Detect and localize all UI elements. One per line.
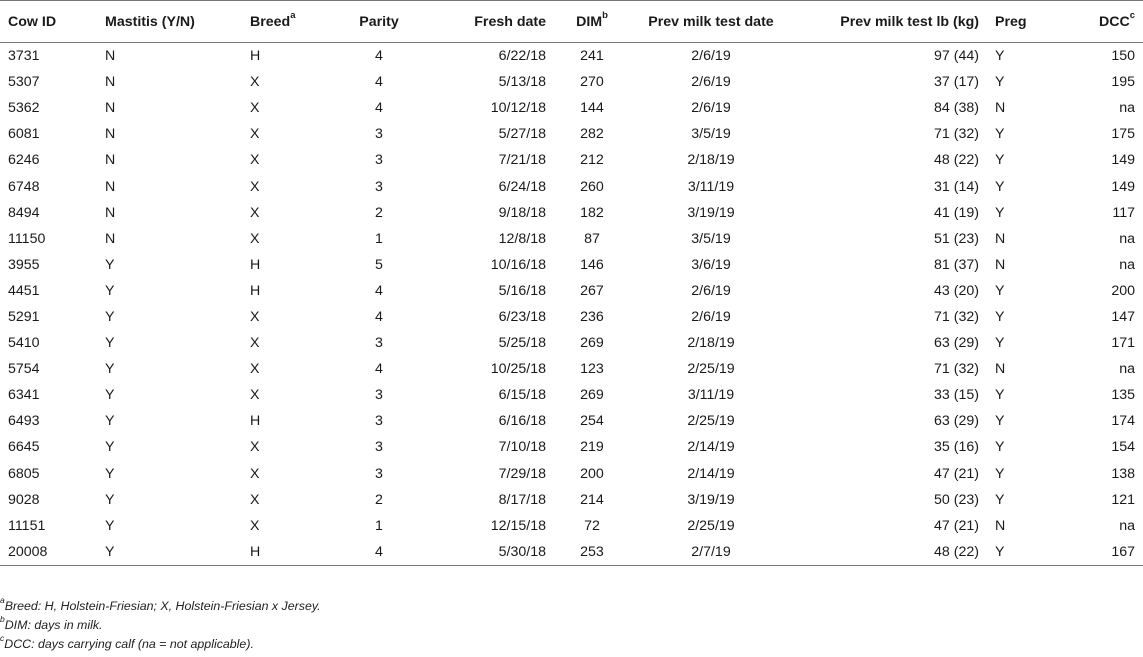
header-label: DCC <box>1098 13 1130 30</box>
cell-breed: X <box>250 204 260 221</box>
table-row <box>0 513 1143 539</box>
cell-mastitis: Y <box>105 335 115 352</box>
table-row <box>0 330 1143 356</box>
cell-dim: 270 <box>580 74 604 91</box>
cell-fresh-date: 6/15/18 <box>498 387 546 404</box>
cell-preg: Y <box>995 413 1005 430</box>
cell-dcc: 135 <box>1111 387 1135 404</box>
footnote <box>0 632 321 654</box>
cell-parity: 4 <box>375 100 383 117</box>
cell-fresh-date: 7/29/18 <box>498 465 546 482</box>
table-row <box>0 200 1143 226</box>
header-label: Parity <box>359 13 399 30</box>
cell-breed: X <box>250 387 260 404</box>
cell-parity: 3 <box>375 152 383 169</box>
cell-breed: H <box>250 48 261 65</box>
cell-fresh-date: 7/10/18 <box>498 439 546 456</box>
cell-dim: 182 <box>580 204 604 221</box>
cell-dim: 269 <box>580 387 604 404</box>
cell-breed: H <box>250 282 261 299</box>
cell-preg: N <box>995 361 1006 378</box>
cell-fresh-date: 10/25/18 <box>490 361 546 378</box>
cell-dim: 260 <box>580 178 604 195</box>
cell-prev-milk-test-lb-kg: 50 (23) <box>934 491 979 508</box>
cell-mastitis: N <box>105 230 116 247</box>
cell-mastitis: Y <box>105 517 115 534</box>
cell-prev-milk-test-lb-kg: 41 (19) <box>934 204 979 221</box>
cell-preg: Y <box>995 491 1005 508</box>
footnote-marker: a <box>0 594 5 605</box>
cell-dcc: 149 <box>1111 152 1135 169</box>
cell-preg: N <box>995 256 1006 273</box>
cell-dcc: 149 <box>1111 178 1135 195</box>
cell-fresh-date: 5/16/18 <box>498 282 546 299</box>
header-fresh-date <box>426 1 554 43</box>
cell-fresh-date: 6/22/18 <box>498 48 546 65</box>
cell-fresh-date: 5/27/18 <box>498 126 546 143</box>
cell-parity: 3 <box>375 178 383 195</box>
cell-preg: N <box>995 230 1006 247</box>
cell-parity: 3 <box>375 335 383 352</box>
cell-dcc: 167 <box>1057 539 1143 566</box>
cell-breed: X <box>250 517 260 534</box>
cell-prev-milk-test-date: 2/25/19 <box>687 517 735 534</box>
cell-preg: Y <box>995 152 1005 169</box>
header-label: Breed <box>250 13 291 30</box>
cell-parity: 2 <box>375 204 383 221</box>
cell-prev-milk-test-date: 3/19/19 <box>687 204 735 221</box>
cell-mastitis: Y <box>105 465 115 482</box>
table-row <box>0 226 1143 252</box>
table-row <box>0 252 1143 278</box>
cell-cow-id: 5362 <box>8 100 40 117</box>
header-row <box>0 1 1143 43</box>
cell-preg: Y <box>995 439 1005 456</box>
cell-mastitis: N <box>105 100 116 117</box>
cell-prev-milk-test-date: 2/14/19 <box>687 439 735 456</box>
cell-breed: X <box>250 308 260 325</box>
cell-mastitis: N <box>105 74 116 91</box>
cell-mastitis: N <box>105 178 116 195</box>
header-dim <box>554 1 630 43</box>
cell-breed: X <box>250 491 260 508</box>
header-parity <box>332 1 426 43</box>
cell-preg: Y <box>995 126 1005 143</box>
table-row <box>0 278 1143 304</box>
cell-breed: X <box>250 439 260 456</box>
table-header <box>0 1 1143 43</box>
header-label: Cow ID <box>8 13 57 30</box>
cell-prev-milk-test-date: 2/6/19 <box>691 48 731 65</box>
header-dcc <box>1057 1 1143 43</box>
cell-mastitis: N <box>105 204 116 221</box>
cell-cow-id: 8494 <box>8 204 40 221</box>
header-label: Prev milk test date <box>648 13 774 30</box>
cell-parity: 4 <box>332 539 426 566</box>
cell-dcc: na <box>1119 230 1135 247</box>
cell-prev-milk-test-date: 2/7/19 <box>630 539 792 566</box>
cell-preg: Y <box>995 74 1005 91</box>
cell-dcc: na <box>1119 517 1135 534</box>
cell-prev-milk-test-date: 3/5/19 <box>691 126 731 143</box>
cell-mastitis: N <box>105 126 116 143</box>
table-row <box>0 147 1143 173</box>
cell-dcc: 200 <box>1111 282 1135 299</box>
header-prev-milk-test-date <box>630 1 792 43</box>
cell-parity: 2 <box>375 491 383 508</box>
table-row <box>0 461 1143 487</box>
cell-dim: 269 <box>580 335 604 352</box>
cell-cow-id: 9028 <box>8 491 40 508</box>
footnote <box>0 594 321 616</box>
cell-dcc: 175 <box>1111 126 1135 143</box>
cell-fresh-date: 5/13/18 <box>498 74 546 91</box>
cell-dim: 282 <box>580 126 604 143</box>
cell-dim: 241 <box>580 48 604 65</box>
cell-prev-milk-test-lb-kg: 81 (37) <box>934 256 979 273</box>
cell-cow-id: 5307 <box>8 74 40 91</box>
cell-parity: 3 <box>375 465 383 482</box>
cell-prev-milk-test-date: 3/11/19 <box>687 178 735 195</box>
cell-preg: Y <box>987 539 1057 566</box>
cell-fresh-date: 12/15/18 <box>490 517 546 534</box>
cell-cow-id: 6645 <box>8 439 40 456</box>
cell-dim: 123 <box>580 361 604 378</box>
cell-cow-id: 5410 <box>8 335 40 352</box>
cell-breed: X <box>250 465 260 482</box>
cell-prev-milk-test-lb-kg: 71 (32) <box>934 308 979 325</box>
cell-fresh-date: 6/16/18 <box>498 413 546 430</box>
cell-parity: 4 <box>375 308 383 325</box>
cell-dim: 254 <box>580 413 604 430</box>
cell-parity: 3 <box>375 387 383 404</box>
cell-prev-milk-test-lb-kg: 47 (21) <box>934 517 979 534</box>
cell-preg: Y <box>995 178 1005 195</box>
cell-breed: X <box>250 335 260 352</box>
footnote-text: DIM: days in milk. <box>4 618 103 632</box>
footnote-text: Breed: H, Holstein-Friesian; X, Holstein-Friesian x Jersey. <box>4 599 321 613</box>
cell-fresh-date: 6/23/18 <box>498 308 546 325</box>
cell-prev-milk-test-date: 2/18/19 <box>687 152 735 169</box>
footnote-marker: c <box>1129 9 1135 21</box>
footnote-marker: a <box>290 9 296 21</box>
cell-prev-milk-test-date: 2/25/19 <box>687 361 735 378</box>
cell-prev-milk-test-date: 2/6/19 <box>691 308 731 325</box>
cell-mastitis: Y <box>105 439 115 456</box>
cell-breed: H <box>242 539 332 566</box>
cell-fresh-date: 5/30/18 <box>426 539 554 566</box>
header-label: Prev milk test lb (kg) <box>840 13 979 30</box>
table-row <box>0 69 1143 95</box>
header-preg <box>987 1 1057 43</box>
cell-prev-milk-test-date: 3/6/19 <box>691 256 731 273</box>
cell-dcc: 171 <box>1111 335 1135 352</box>
cell-fresh-date: 9/18/18 <box>498 204 546 221</box>
cell-fresh-date: 6/24/18 <box>498 178 546 195</box>
cell-preg: N <box>995 100 1006 117</box>
cell-preg: Y <box>995 48 1005 65</box>
cell-mastitis: Y <box>105 308 115 325</box>
cell-cow-id: 6246 <box>8 152 40 169</box>
footnote-marker: c <box>0 632 5 643</box>
header-label: DIM <box>576 13 603 30</box>
cell-dim: 72 <box>584 517 600 534</box>
cell-prev-milk-test-lb-kg: 84 (38) <box>934 100 979 117</box>
cell-breed: X <box>250 152 260 169</box>
cell-breed: X <box>250 100 260 117</box>
cell-fresh-date: 12/8/18 <box>498 230 546 247</box>
table-row <box>0 487 1143 513</box>
cell-breed: X <box>250 178 260 195</box>
cell-breed: H <box>250 256 261 273</box>
cell-mastitis: Y <box>105 282 115 299</box>
cell-breed: X <box>250 230 260 247</box>
cell-mastitis: N <box>105 152 116 169</box>
table-row <box>0 382 1143 408</box>
cell-cow-id: 5754 <box>8 361 40 378</box>
footnote-marker: b <box>0 613 5 624</box>
cell-cow-id: 3955 <box>8 256 40 273</box>
cell-mastitis: Y <box>97 539 242 566</box>
cell-prev-milk-test-lb-kg: 48 (22) <box>934 152 979 169</box>
cell-preg: Y <box>995 387 1005 404</box>
header-prev-milk-test-lb-kg <box>792 1 987 43</box>
cell-prev-milk-test-lb-kg: 71 (32) <box>934 126 979 143</box>
cell-mastitis: Y <box>105 387 115 404</box>
table-row <box>0 95 1143 121</box>
cell-prev-milk-test-date: 3/5/19 <box>691 230 731 247</box>
cell-parity: 4 <box>375 361 383 378</box>
cell-dim: 253 <box>554 539 630 566</box>
cell-dcc: 117 <box>1112 204 1135 221</box>
cell-dcc: 150 <box>1111 48 1135 65</box>
footnote <box>0 613 321 635</box>
cell-cow-id: 4451 <box>8 282 40 299</box>
cell-dcc: 195 <box>1111 74 1135 91</box>
cell-fresh-date: 5/25/18 <box>498 335 546 352</box>
cell-parity: 4 <box>375 74 383 91</box>
cell-cow-id: 11151 <box>8 517 46 534</box>
cell-cow-id: 5291 <box>8 308 40 325</box>
cell-prev-milk-test-lb-kg: 37 (17) <box>934 74 979 91</box>
cell-prev-milk-test-lb-kg: 71 (32) <box>934 361 979 378</box>
cell-dcc: 147 <box>1111 308 1135 325</box>
table-row <box>0 121 1143 147</box>
cell-dim: 200 <box>580 465 604 482</box>
cell-parity: 4 <box>375 48 383 65</box>
cell-mastitis: Y <box>105 361 115 378</box>
cell-prev-milk-test-date: 3/11/19 <box>687 387 735 404</box>
table-row <box>0 43 1143 70</box>
cell-parity: 3 <box>375 126 383 143</box>
cell-preg: N <box>995 517 1006 534</box>
cell-cow-id: 20008 <box>0 539 97 566</box>
cell-cow-id: 11150 <box>8 230 46 247</box>
cell-dim: 212 <box>580 152 604 169</box>
table-row <box>0 356 1143 382</box>
cell-preg: Y <box>995 308 1005 325</box>
table-row <box>0 173 1143 199</box>
cell-dcc: na <box>1119 100 1135 117</box>
cell-prev-milk-test-lb-kg: 48 (22) <box>792 539 987 566</box>
cell-prev-milk-test-lb-kg: 31 (14) <box>934 178 979 195</box>
cell-cow-id: 6805 <box>8 465 40 482</box>
cell-preg: Y <box>995 465 1005 482</box>
footnote-marker: b <box>602 9 608 21</box>
header-breed <box>242 1 332 43</box>
header-label: Fresh date <box>474 13 546 30</box>
cell-mastitis: Y <box>105 413 115 430</box>
cell-mastitis: N <box>105 48 116 65</box>
cell-dim: 146 <box>580 256 604 273</box>
cell-prev-milk-test-date: 2/6/19 <box>691 282 731 299</box>
header-mastitis <box>97 1 242 43</box>
cell-mastitis: Y <box>105 256 115 273</box>
cell-dcc: 121 <box>1111 491 1135 508</box>
cell-dcc: 174 <box>1111 413 1135 430</box>
cell-dim: 219 <box>580 439 604 456</box>
cell-cow-id: 6493 <box>8 413 40 430</box>
cell-parity: 1 <box>375 517 383 534</box>
table-row <box>0 539 1143 566</box>
footnote-text: DCC: days carrying calf (na = not applicable). <box>4 637 254 651</box>
cell-prev-milk-test-lb-kg: 63 (29) <box>934 413 979 430</box>
cell-parity: 5 <box>375 256 383 273</box>
cell-dim: 214 <box>580 491 604 508</box>
cell-prev-milk-test-date: 2/25/19 <box>687 413 735 430</box>
cell-dim: 267 <box>580 282 604 299</box>
cell-preg: Y <box>995 335 1005 352</box>
cell-parity: 4 <box>375 282 383 299</box>
header-label: Mastitis (Y/N) <box>105 13 195 30</box>
cell-prev-milk-test-date: 2/14/19 <box>687 465 735 482</box>
cell-prev-milk-test-date: 2/6/19 <box>691 100 731 117</box>
cell-dcc: 154 <box>1111 439 1135 456</box>
cell-prev-milk-test-lb-kg: 97 (44) <box>934 48 979 65</box>
cell-prev-milk-test-lb-kg: 43 (20) <box>934 282 979 299</box>
cell-preg: Y <box>995 204 1005 221</box>
cell-breed: X <box>250 361 260 378</box>
table-row <box>0 304 1143 330</box>
cell-breed: X <box>250 126 260 143</box>
cell-dcc: na <box>1119 361 1135 378</box>
cell-cow-id: 3731 <box>8 48 40 65</box>
cell-prev-milk-test-lb-kg: 51 (23) <box>934 230 979 247</box>
cell-cow-id: 6081 <box>8 126 40 143</box>
cell-preg: Y <box>995 282 1005 299</box>
table-footnotes <box>0 594 321 654</box>
cell-fresh-date: 10/12/18 <box>490 100 546 117</box>
cell-dim: 236 <box>580 308 604 325</box>
cell-dcc: na <box>1119 256 1135 273</box>
cell-prev-milk-test-lb-kg: 33 (15) <box>934 387 979 404</box>
cell-breed: X <box>250 74 260 91</box>
header-cow-id <box>0 1 97 43</box>
cell-cow-id: 6748 <box>8 178 40 195</box>
table-body <box>0 43 1143 566</box>
cell-dim: 87 <box>584 230 600 247</box>
cell-breed: H <box>250 413 261 430</box>
header-label: Preg <box>995 13 1027 30</box>
cell-dim: 144 <box>580 100 604 117</box>
cell-cow-id: 6341 <box>8 387 40 404</box>
cell-fresh-date: 8/17/18 <box>498 491 546 508</box>
table-row <box>0 408 1143 434</box>
cell-prev-milk-test-lb-kg: 63 (29) <box>934 335 979 352</box>
cell-prev-milk-test-lb-kg: 47 (21) <box>934 465 979 482</box>
cell-parity: 3 <box>375 439 383 456</box>
cell-prev-milk-test-date: 3/19/19 <box>687 491 735 508</box>
cell-parity: 3 <box>375 413 383 430</box>
cell-parity: 1 <box>375 230 383 247</box>
cell-mastitis: Y <box>105 491 115 508</box>
cell-prev-milk-test-date: 2/18/19 <box>687 335 735 352</box>
cell-fresh-date: 7/21/18 <box>498 152 546 169</box>
cell-prev-milk-test-lb-kg: 35 (16) <box>934 439 979 456</box>
table-row <box>0 434 1143 460</box>
cell-prev-milk-test-date: 2/6/19 <box>691 74 731 91</box>
cell-dcc: 138 <box>1111 465 1135 482</box>
cell-fresh-date: 10/16/18 <box>490 256 546 273</box>
